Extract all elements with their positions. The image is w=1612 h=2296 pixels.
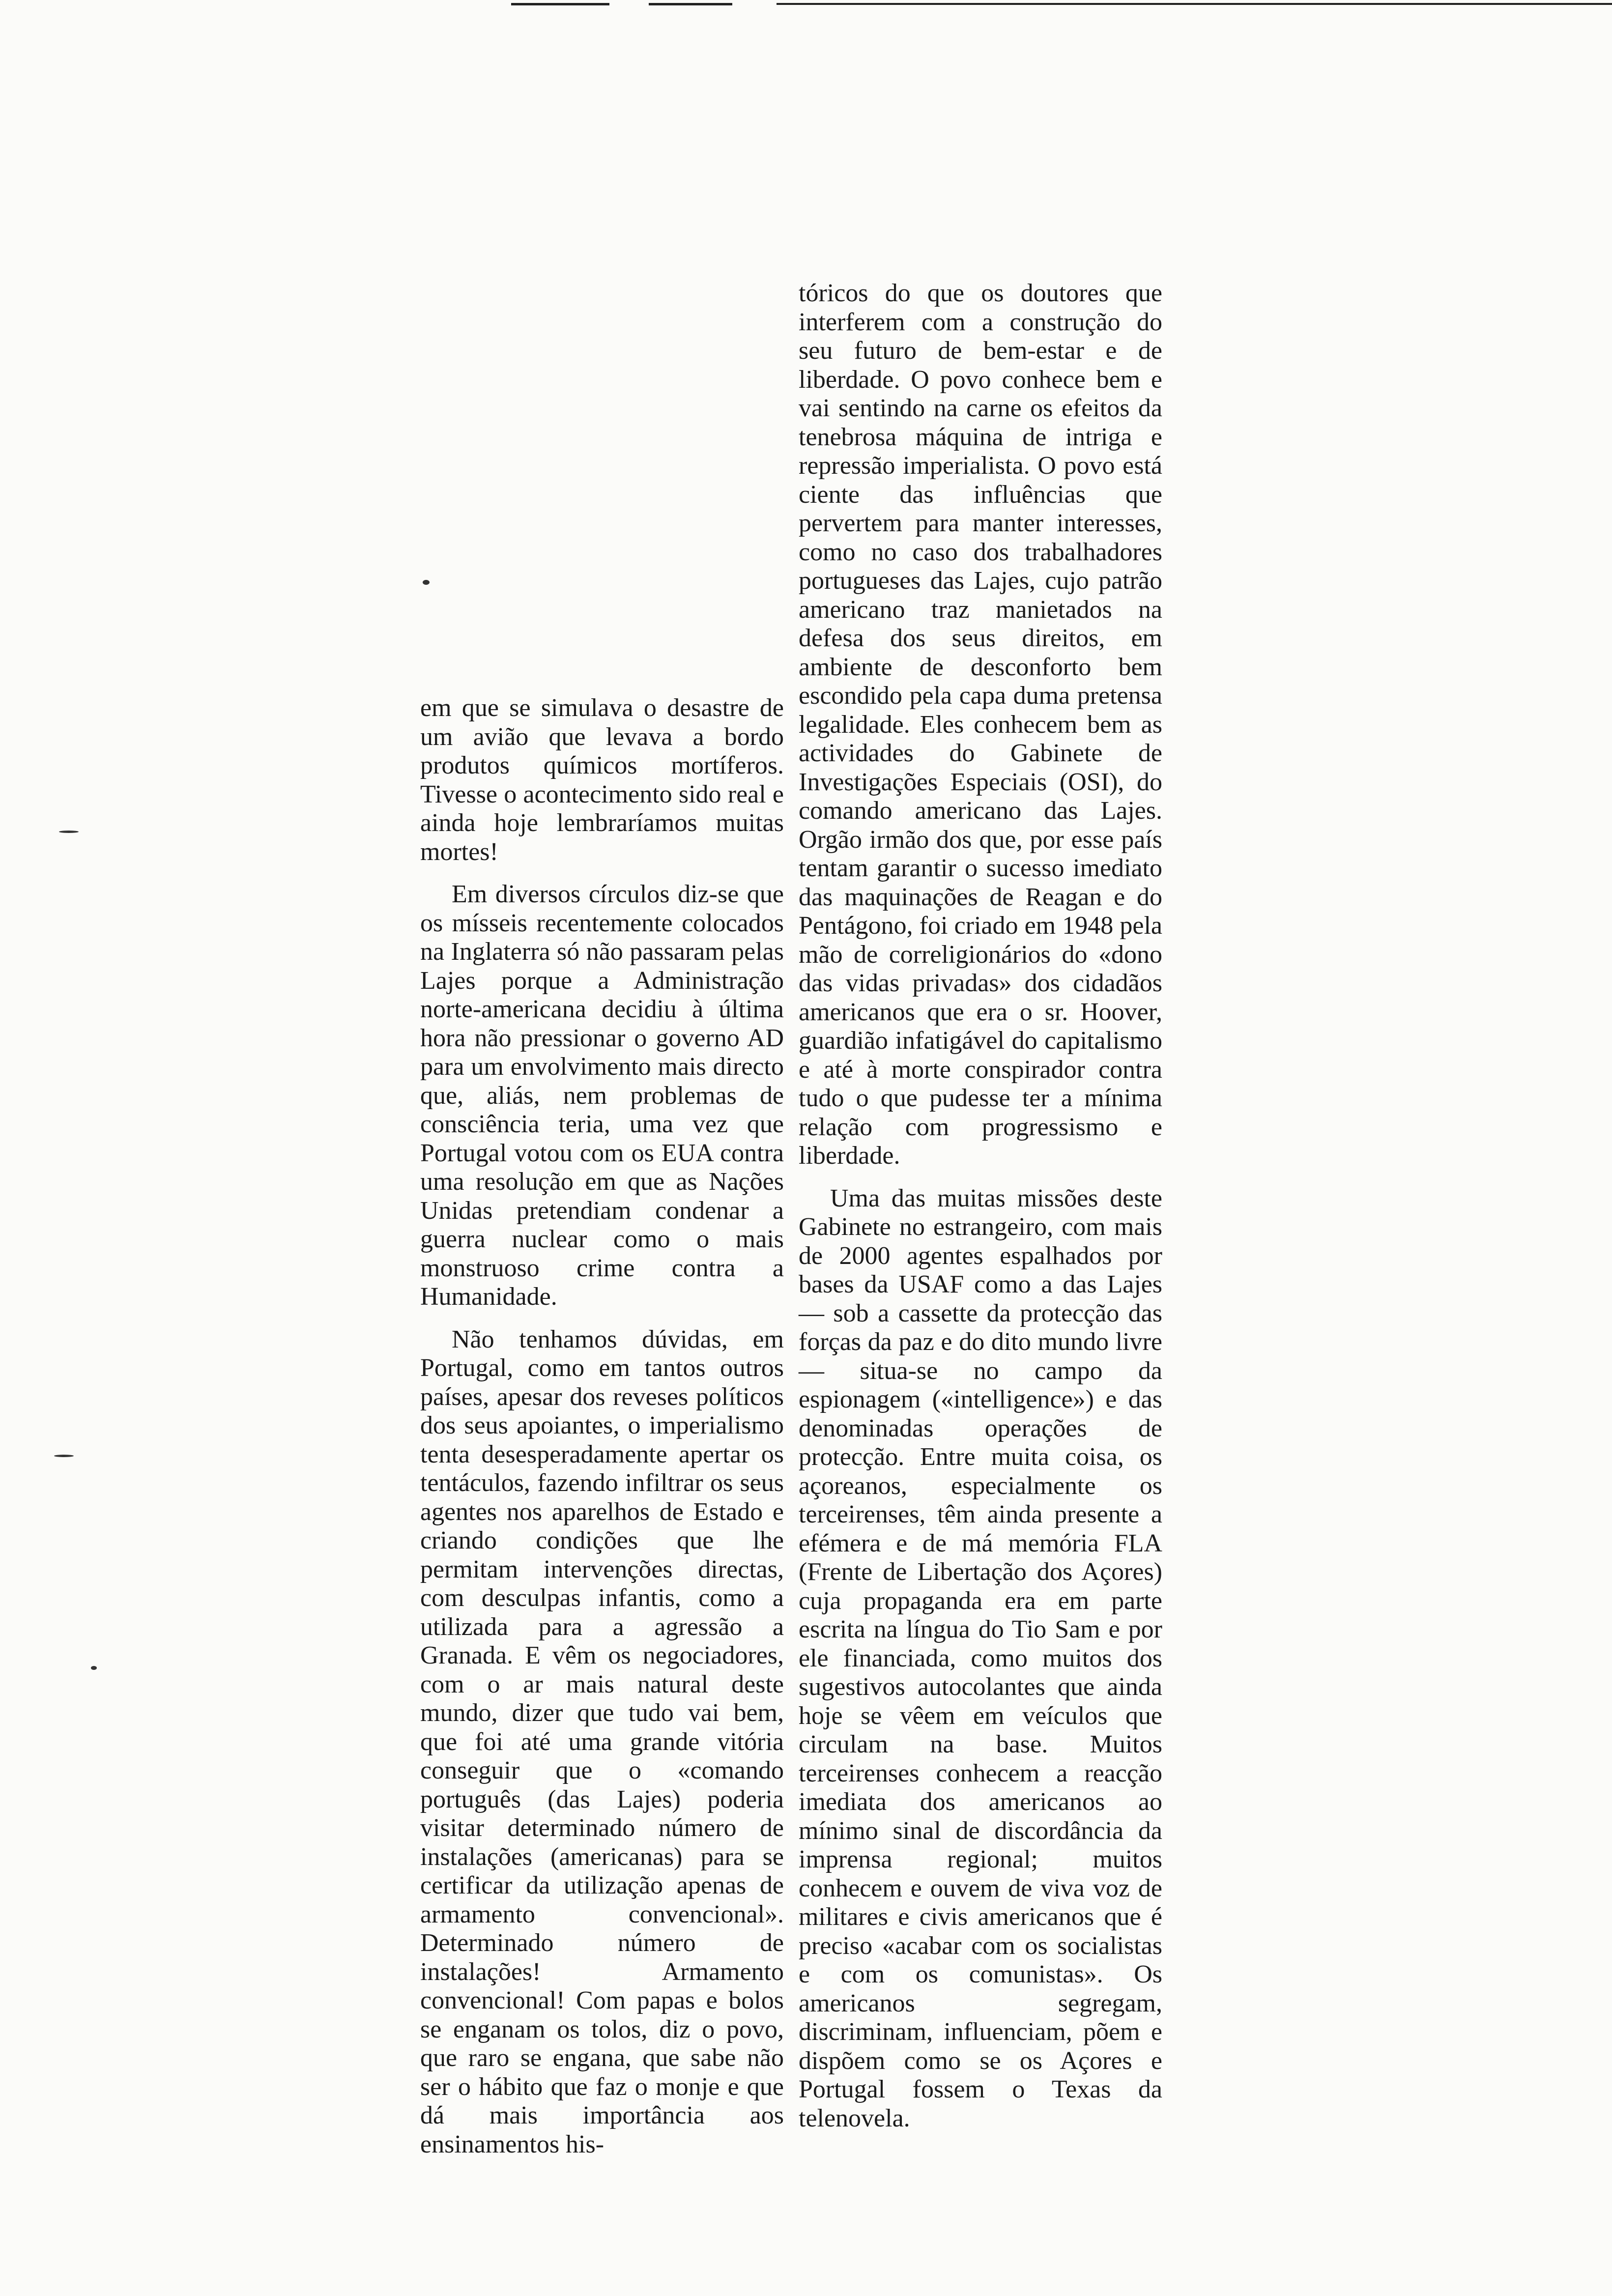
scan-edge-line: [649, 3, 732, 5]
scan-edge-line: [777, 3, 1612, 5]
paragraph: Não tenhamos dúvidas, em Portugal, como em tantos outros países, apesar dos reveses políticos dos seus apoiantes, o imperialismo tenta desesperadamente apertar os tentáculos, fazendo infiltrar os seus agentes nos aparelhos de Estado e criando condições que lhe permitam intervenções directas, com desculpas infantis, como a utilizada para a agressão a Granada. E vêm os negociadores, com o ar mais natural deste mundo, dizer que tudo vai bem, que foi até uma grande vitória conseguir que o «comando português (das Lajes) poderia visitar determinado número de instalações (americanas) para se certificar da utilização apenas de armamento convencional». Determinado número de instalações! Armamento convencional! Com papas e bolos se enganam os tolos, diz o povo, que raro se engana, que sabe não ser o hábito que faz o monje e que dá mais importância aos ensinamentos his-: [420, 1325, 784, 2158]
article-column-left: [420, 694, 784, 2173]
scan-edge-line: [511, 3, 609, 5]
paragraph: Uma das muitas missões deste Gabinete no estrangeiro, com mais de 2000 agentes espalhados por bases da USAF como a das Lajes — sob a cassette da protecção das forças da paz e do dito mundo livre — situa-se no campo da espionagem («intelligence») e das denominadas operações de protecção. Entre muita coisa, os açoreanos, especialmente os terceirenses, têm ainda presente a efémera e de má memória FLA (Frente de Libertação dos Açores) cuja propaganda era em parte escrita na língua do Tio Sam e por ele financiada, como muitos dos sugestivos autocolantes que ainda hoje se vêem em veículos que circulam na base. Muitos terceirenses conhecem a reacção imediata dos americanos ao mínimo sinal de discordância da imprensa regional; muitos conhecem e ouvem de viva voz de militares e civis americanos que é preciso «acabar com os socialistas e com os comunistas». Os americanos segregam, discriminam, influenciam, põem e dispõem como se os Açores e Portugal fossem o Texas da telenovela.: [799, 1184, 1162, 2132]
paragraph: tóricos do que os doutores que interferem com a construção do seu futuro de bem-estar e de liberdade. O povo conhece bem e vai sentindo na carne os efeitos da tenebrosa máquina de intriga e repressão imperialista. O povo está ciente das influências que pervertem para manter interesses, como no caso dos trabalhadores portugueses das Lajes, cujo patrão americano traz manietados na defesa dos seus direitos, em ambiente de desconforto bem escondido pela capa duma pretensa legalidade. Eles conhecem bem as actividades do Gabinete de Investigações Especiais (OSI), do comando americano das Lajes. Orgão irmão dos que, por esse país tentam garantir o sucesso imediato das maquinações de Reagan e do Pentágono, foi criado em 1948 pela mão de correligionários do «dono das vidas privadas» dos cidadãos americanos que era o sr. Hoover, guardião infatigável do capitalismo e até à morte conspirador contra tudo o que pudesse ter a mínima relação com progressismo e liberdade.: [799, 279, 1162, 1170]
paragraph: em que se simulava o desastre de um avião que levava a bordo produtos químicos mortíferos. Tivesse o acontecimento sido real e ainda hoje lembraríamos muitas mortes!: [420, 694, 784, 866]
article-column-right: [799, 279, 1162, 2147]
scan-speck: [59, 831, 79, 833]
paragraph: Em diversos círculos diz-se que os mísseis recentemente colocados na Inglaterra só não passaram pelas Lajes porque a Administração norte-americana decidiu à última hora não pressionar o governo AD para um envolvimento mais directo que, aliás, nem problemas de consciência teria, uma vez que Portugal votou com os EUA contra uma resolução em que as Nações Unidas pretendiam condenar a guerra nuclear como o mais monstruoso crime contra a Humanidade.: [420, 880, 784, 1311]
scan-speck: [91, 1666, 97, 1670]
scan-speck: [54, 1455, 74, 1457]
scan-speck: [423, 580, 430, 585]
